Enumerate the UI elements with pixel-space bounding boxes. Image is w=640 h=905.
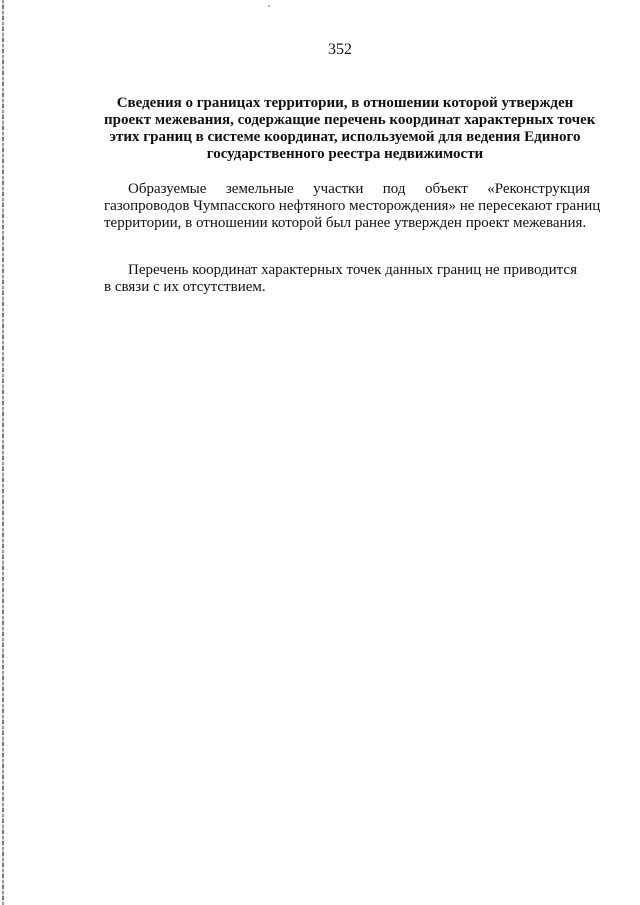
paragraph-intersection-statement bbox=[104, 181, 601, 232]
paragraph-2-line-2: в связи с их отсутствием. bbox=[104, 279, 266, 295]
page-number: 352 bbox=[328, 41, 352, 58]
heading-line-1: Сведения о границах территории, в отношении которой утвержден bbox=[116, 95, 574, 111]
paragraph-1-line-2: газопроводов Чумпасского нефтяного месторождения» не пересекают границ bbox=[104, 198, 601, 214]
document-heading bbox=[104, 95, 596, 163]
heading-line-2: проект межевания, содержащие перечень координат характерных точек bbox=[104, 112, 596, 128]
heading-line-3: этих границ в системе координат, используемой для ведения Единого bbox=[109, 129, 581, 145]
paragraph-coordinates-statement bbox=[104, 262, 590, 296]
scan-dot-artifact bbox=[268, 5, 270, 7]
paragraph-1-line-1: Образуемые земельные участки под объект «Реконструкция bbox=[128, 181, 590, 197]
heading-line-4: государственного реестра недвижимости bbox=[206, 146, 484, 162]
paragraph-2-line-1: Перечень координат характерных точек данных границ не приводится bbox=[128, 262, 577, 278]
paragraph-1-line-3: территории, в отношении которой был ранее утвержден проект межевания. bbox=[104, 215, 587, 231]
scan-edge-artifact bbox=[2, 0, 4, 905]
